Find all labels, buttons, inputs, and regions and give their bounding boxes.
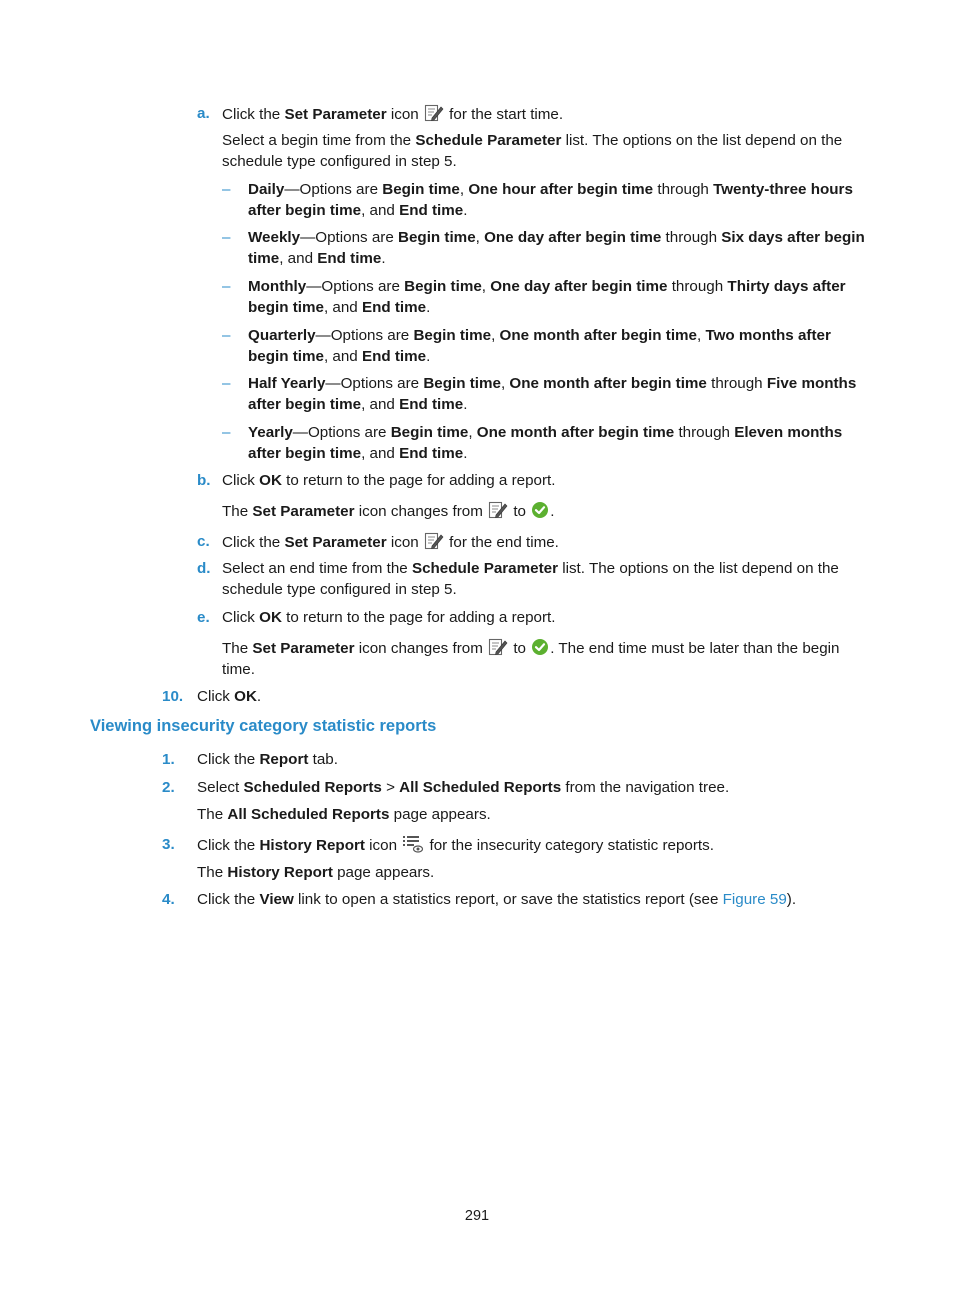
green-check-icon bbox=[531, 638, 549, 656]
step-marker-c: c. bbox=[197, 533, 210, 550]
step-e-subtext: The Set Parameter icon changes from to . The end time must be later than the begin time. bbox=[222, 637, 872, 680]
bullet-dash: – bbox=[222, 229, 231, 246]
step-marker-2: 2. bbox=[162, 779, 175, 796]
bullet-half-yearly: Half Yearly—Options are Begin time, One month after begin time through Five months after begin time, and End time. bbox=[248, 375, 857, 413]
step-a-subtext: Select a begin time from the Schedule Parameter list. The options on the list depend on the schedule type configured in step 5. bbox=[222, 132, 843, 170]
step-a-text: Click the Set Parameter icon for the start time. bbox=[222, 103, 872, 125]
step-b-text: Click OK to return to the page for adding a report. bbox=[222, 472, 556, 489]
step-10-text: Click OK. bbox=[197, 688, 262, 705]
bullet-dash: – bbox=[222, 375, 231, 392]
figure-59-link[interactable]: Figure 59 bbox=[722, 891, 787, 908]
step-marker-10: 10. bbox=[162, 688, 184, 705]
step-d-text: Select an end time from the Schedule Parameter list. The options on the list depend on the schedule type configured in step 5. bbox=[222, 560, 839, 598]
section-step-3-subtext: The History Report page appears. bbox=[197, 864, 435, 881]
section-heading: Viewing insecurity category statistic reports bbox=[90, 717, 437, 735]
set-parameter-icon bbox=[488, 500, 508, 519]
bullet-dash: – bbox=[222, 278, 231, 295]
bullet-yearly: Yearly—Options are Begin time, One month after begin time through Eleven months after begin time, and End time. bbox=[248, 424, 843, 462]
history-report-icon bbox=[402, 834, 424, 853]
bullet-monthly: Monthly—Options are Begin time, One day after begin time through Thirty days after begin time, and End time. bbox=[248, 278, 846, 316]
green-check-icon bbox=[531, 501, 549, 519]
section-step-4-text: Click the View link to open a statistics report, or save the statistics report (see Figure 59). bbox=[197, 891, 797, 908]
section-step-2-text: Select Scheduled Reports > All Scheduled Reports from the navigation tree. bbox=[197, 779, 730, 796]
section-step-3-text: Click the History Report icon for the insecurity category statistic reports. bbox=[197, 834, 877, 856]
bullet-dash: – bbox=[222, 181, 231, 198]
step-marker-a: a. bbox=[197, 105, 210, 122]
step-marker-4: 4. bbox=[162, 891, 175, 908]
page-number: 291 bbox=[464, 1208, 490, 1224]
step-b-subtext: The Set Parameter icon changes from to . bbox=[222, 500, 872, 522]
bullet-dash: – bbox=[222, 327, 231, 344]
step-c-text: Click the Set Parameter icon for the end time. bbox=[222, 531, 872, 553]
step-marker-3: 3. bbox=[162, 836, 175, 853]
set-parameter-icon bbox=[424, 103, 444, 122]
set-parameter-icon bbox=[488, 637, 508, 656]
section-step-2-subtext: The All Scheduled Reports page appears. bbox=[197, 806, 491, 823]
section-step-1-text: Click the Report tab. bbox=[197, 751, 338, 768]
step-marker-e: e. bbox=[197, 609, 210, 626]
bullet-quarterly: Quarterly—Options are Begin time, One month after begin time, Two months after begin time, and End time. bbox=[248, 327, 831, 365]
bullet-weekly: Weekly—Options are Begin time, One day after begin time through Six days after begin time, and End time. bbox=[248, 229, 865, 267]
step-marker-b: b. bbox=[197, 472, 211, 489]
step-marker-1: 1. bbox=[162, 751, 175, 768]
set-parameter-icon bbox=[424, 531, 444, 550]
step-marker-d: d. bbox=[197, 560, 211, 577]
step-e-text: Click OK to return to the page for adding a report. bbox=[222, 609, 556, 626]
bullet-dash: – bbox=[222, 424, 231, 441]
bullet-daily: Daily—Options are Begin time, One hour after begin time through Twenty-three hours after begin time, and End time. bbox=[248, 181, 853, 219]
